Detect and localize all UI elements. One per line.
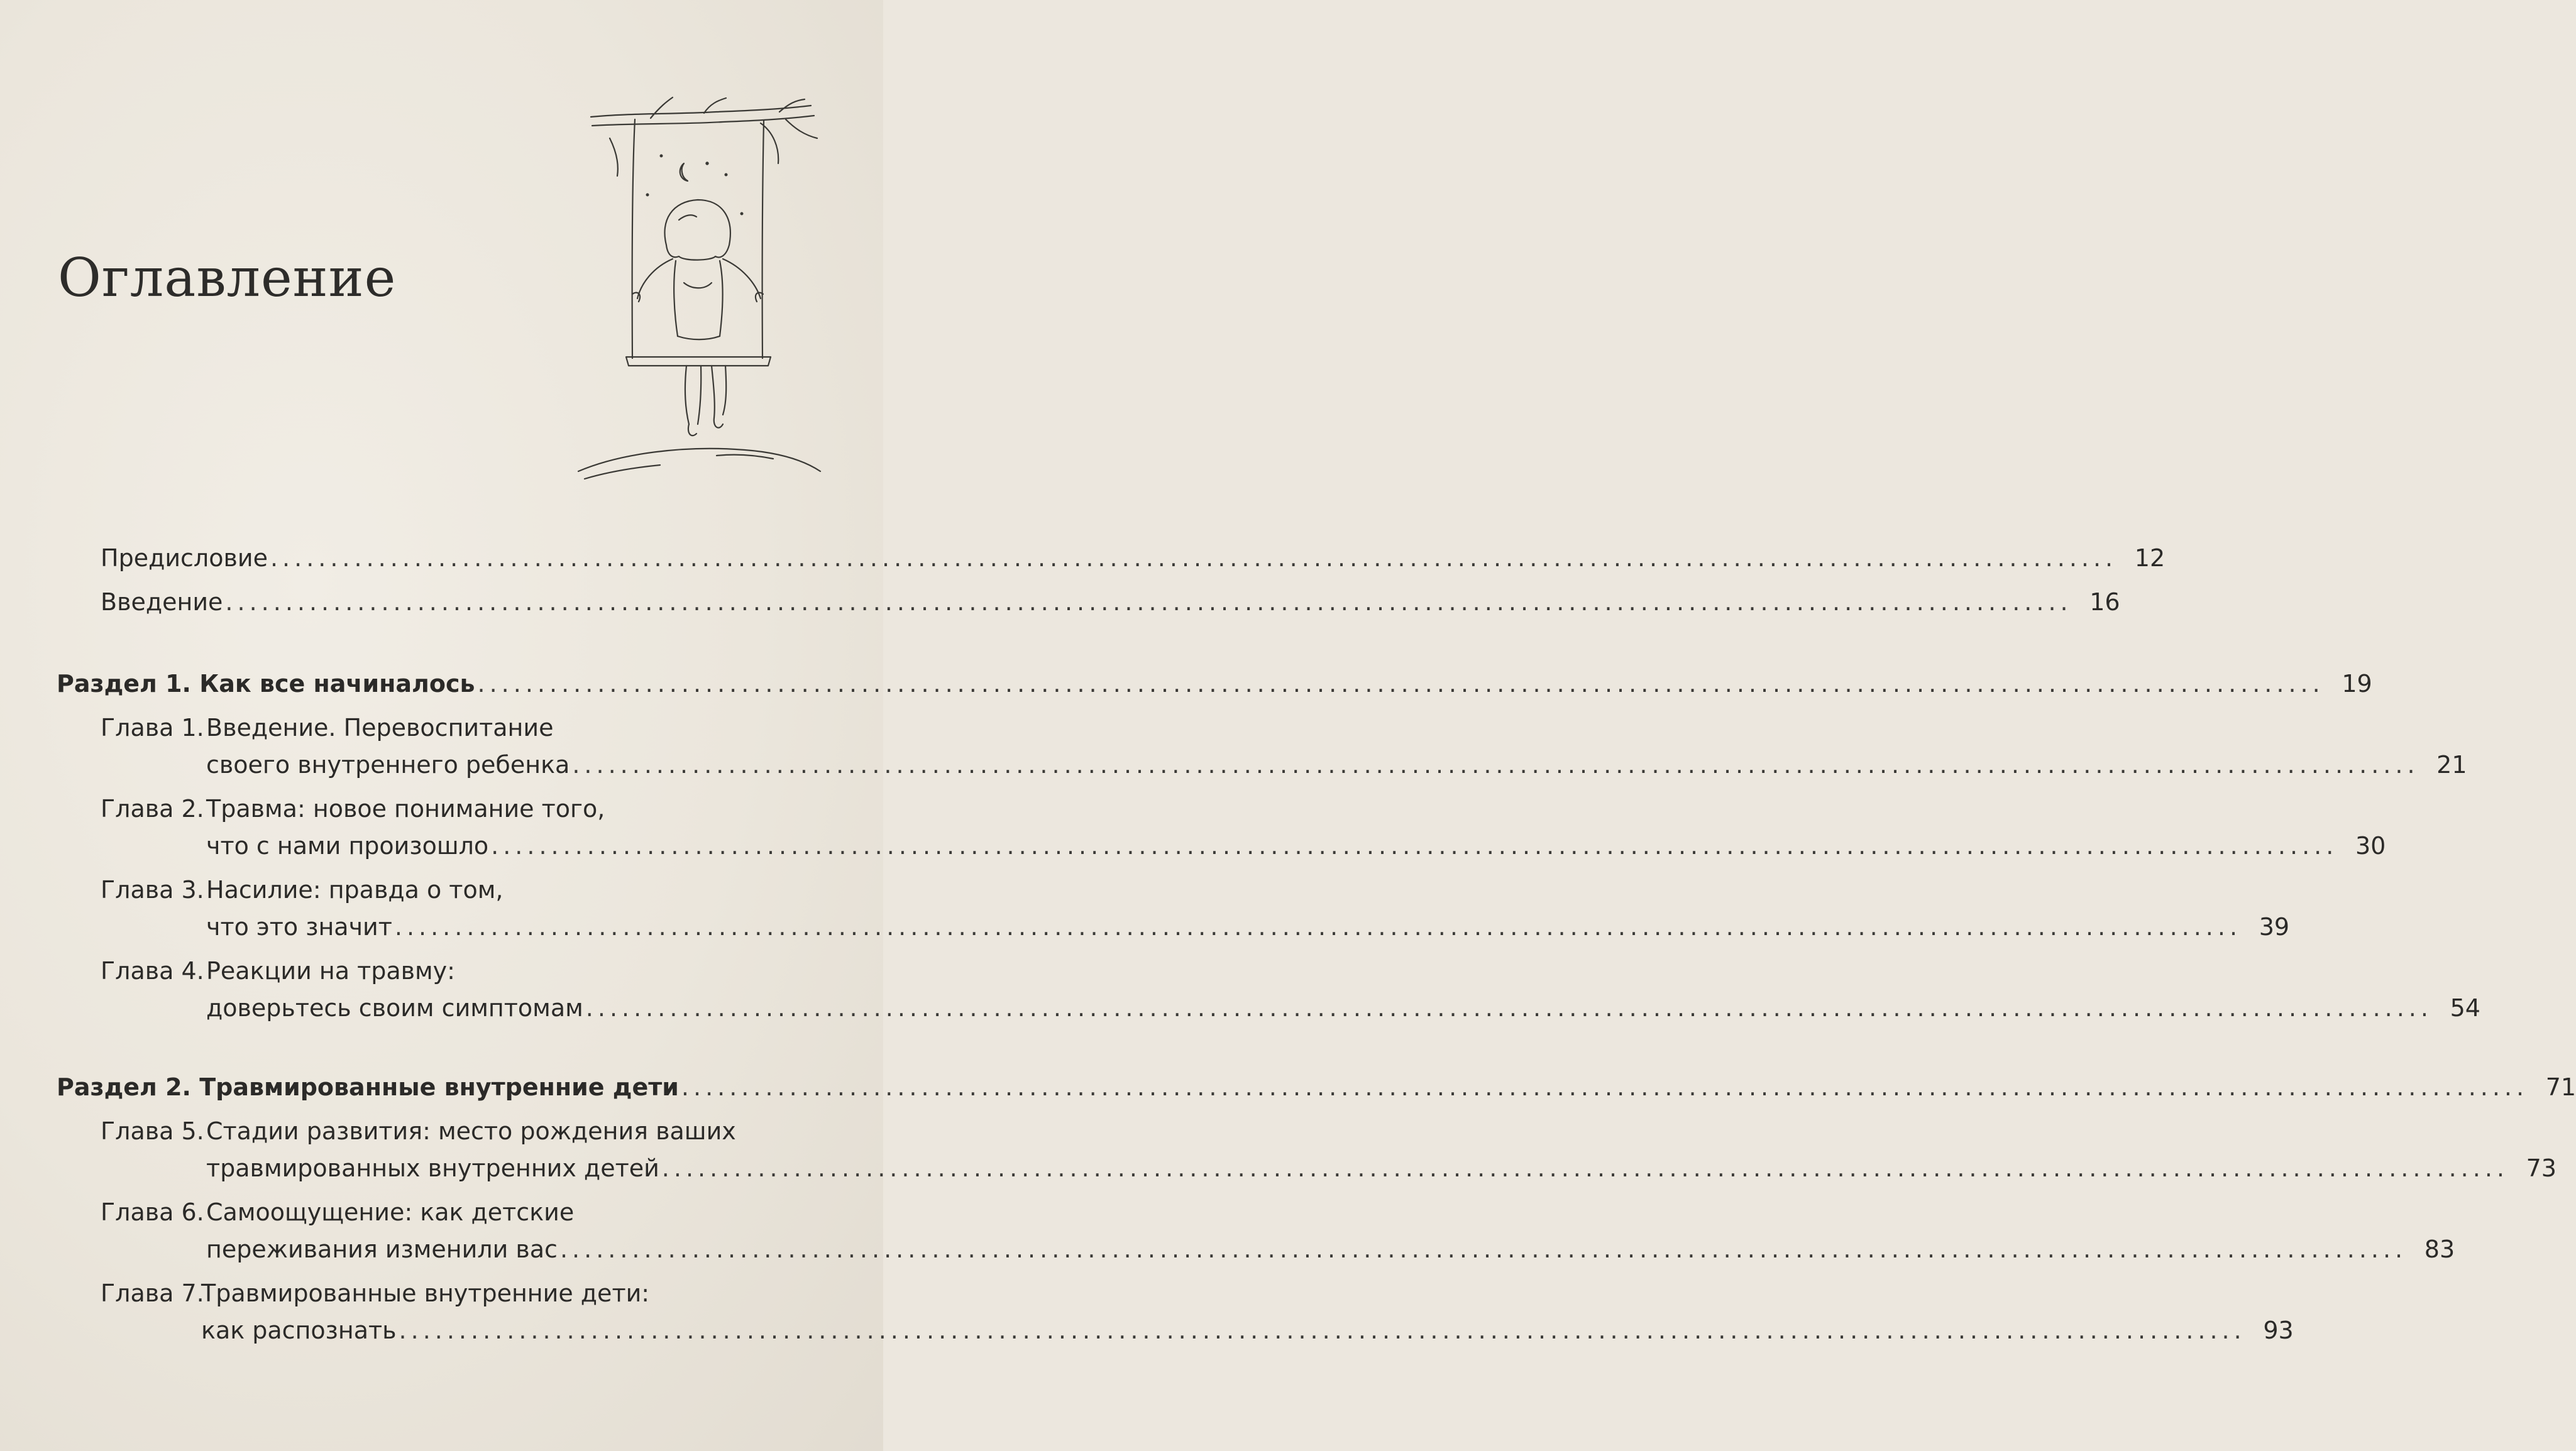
toc-chapter-title-line2: что с нами произошло — [206, 832, 489, 860]
toc-chapter-title-line2: переживания изменили вас — [206, 1235, 558, 1263]
toc-entry-part-2[interactable] — [57, 1071, 2576, 1103]
toc-entry-part-1[interactable] — [57, 668, 2372, 699]
toc-page-number: 39 — [2259, 913, 2290, 941]
toc-entry-chapter-6[interactable] — [206, 1234, 2455, 1265]
toc-page-number: 21 — [2436, 751, 2467, 779]
toc-entry-chapter-1[interactable] — [206, 749, 2467, 780]
toc-chapter-title-line1: Стадии развития: место рождения ваших — [206, 1117, 736, 1145]
toc-entry-chapter-2[interactable] — [206, 830, 2386, 862]
toc-page-number: 12 — [2134, 544, 2166, 572]
toc-chapter-prefix: Глава 2. — [101, 795, 204, 823]
dot-leader: .......................................................................................................................................................... — [572, 751, 2419, 779]
toc-chapter-title-line1: Травмированные внутренние дети: — [201, 1279, 650, 1307]
toc-chapter-title-line2: доверьтесь своим симптомам — [206, 994, 583, 1022]
toc-chapter-title-line2: что это значит — [206, 913, 392, 941]
toc-entry-label: Раздел 1. Как все начиналось — [57, 670, 475, 698]
toc-page-number: 73 — [2526, 1154, 2557, 1182]
toc-page-number: 16 — [2089, 588, 2120, 616]
toc-page-number: 54 — [2450, 994, 2480, 1022]
toc-page-number: 83 — [2424, 1235, 2455, 1263]
toc-entry-label: Введение — [101, 588, 223, 616]
toc-entry-preface[interactable] — [101, 542, 2166, 574]
toc-chapter-title-line2: своего внутреннего ребенка — [206, 751, 570, 779]
toc-chapter-prefix: Глава 3. — [101, 876, 204, 904]
dot-leader: .......................................................................................................................................................... — [585, 994, 2433, 1022]
dot-leader: .......................................................................................................................................................... — [394, 913, 2242, 941]
toc-entry-introduction[interactable] — [101, 586, 2120, 618]
toc-page-number: 30 — [2355, 832, 2386, 860]
toc-chapter-title-line2: травмированных внутренних детей — [206, 1154, 659, 1182]
toc-chapter-title-line2: как распознать — [201, 1317, 397, 1344]
toc-chapter-title-line1: Введение. Перевоспитание — [206, 714, 554, 742]
dot-leader: .......................................................................................................................................................... — [681, 1073, 2529, 1101]
toc-chapter-title-line1: Реакции на травму: — [206, 957, 455, 985]
dot-leader: .......................................................................................................................................................... — [270, 544, 2118, 572]
toc-entry-chapter-7[interactable] — [201, 1315, 2294, 1346]
toc-chapter-title-line1: Травма: новое понимание того, — [206, 795, 605, 823]
toc-chapter-prefix: Глава 1. — [101, 714, 204, 742]
toc-entry-label: Раздел 2. Травмированные внутренние дети — [57, 1073, 679, 1101]
toc-page-number: 19 — [2342, 670, 2372, 698]
toc-entry-label: Предисловие — [101, 544, 268, 572]
toc-page-number: 93 — [2263, 1317, 2294, 1344]
toc-entry-chapter-5[interactable] — [206, 1153, 2557, 1184]
dot-leader: .......................................................................................................................................................... — [399, 1317, 2246, 1344]
toc-chapter-prefix: Глава 6. — [101, 1198, 204, 1226]
dot-leader: .......................................................................................................................................................... — [225, 588, 2072, 616]
toc-page-number: 71 — [2545, 1073, 2576, 1101]
dot-leader: .......................................................................................................................................................... — [559, 1235, 2408, 1263]
swing-girl-illustration — [572, 94, 823, 496]
dot-leader: .......................................................................................................................................................... — [661, 1154, 2509, 1182]
toc-entry-chapter-4[interactable] — [206, 992, 2480, 1024]
toc-chapter-title-line1: Самоощущение: как детские — [206, 1198, 575, 1226]
toc-chapter-prefix: Глава 7. — [101, 1279, 204, 1307]
dot-leader: .......................................................................................................................................................... — [491, 832, 2338, 860]
toc-entry-chapter-3[interactable] — [206, 911, 2290, 943]
toc-chapter-title-line1: Насилие: правда о том, — [206, 876, 504, 904]
page-title: Оглавление — [58, 247, 397, 309]
toc-chapter-prefix: Глава 4. — [101, 957, 204, 985]
dot-leader: .......................................................................................................................................................... — [477, 670, 2325, 698]
toc-chapter-prefix: Глава 5. — [101, 1117, 204, 1145]
